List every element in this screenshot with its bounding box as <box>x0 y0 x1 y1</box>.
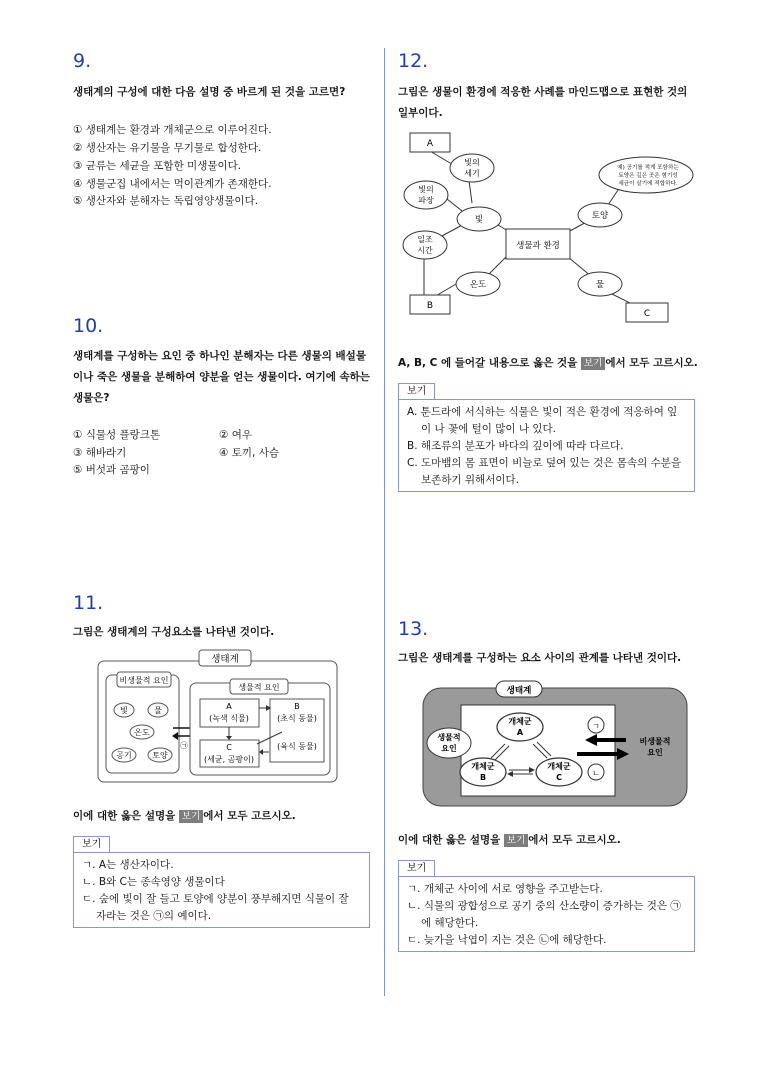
population-c: 개체군 <box>547 762 571 771</box>
question-10-stem <box>73 346 373 409</box>
question-11-stem: 그림은 생태계의 구성요소를 나타낸 것이다. <box>73 626 275 638</box>
diagram-title: 생태계 <box>211 654 239 665</box>
question-13-stem: 그림은 생태계를 구성하는 요소 사이의 관계를 나타낸 것이다. <box>398 652 682 664</box>
question-12-stem <box>398 82 698 124</box>
mindmap-box-c: C <box>643 309 651 319</box>
option[interactable]: ③ 해바라기 <box>73 447 127 459</box>
mindmap-diagram <box>400 127 700 327</box>
bogi-item[interactable]: A. 툰드라에 서식하는 식물은 빛이 적은 환경에 적응하여 잎이 나 꽃에 털이 많이 나 있다. <box>407 406 678 435</box>
question-11-prompt <box>73 806 296 827</box>
population-c: C <box>556 773 562 782</box>
stem-line: 생태계를 구성하는 요인 중 하나인 분해자는 다른 생물의 배설물 <box>73 350 366 362</box>
mindmap-light-intensity: 세기 <box>464 169 480 178</box>
bogi-inline-tag: 보기 <box>581 357 605 370</box>
bogi-tab: 보기 <box>73 836 110 853</box>
bogi-item[interactable]: ㄱ. A는 생산자이다. <box>82 859 174 871</box>
population-b: B <box>479 773 487 782</box>
mindmap-center: 생물과 환경 <box>516 241 560 251</box>
mindmap-light: 빛 <box>474 215 484 225</box>
biotic-factor-label: 생물적 요인 <box>238 683 280 692</box>
mindmap-water: 물 <box>595 280 605 290</box>
diagram-title: 생태계 <box>506 686 532 696</box>
abiotic-soil: 토양 <box>152 751 168 760</box>
option[interactable]: ① 식물성 플랑크톤 <box>73 429 161 441</box>
bogi-box <box>398 399 695 492</box>
option[interactable]: ② 여우 <box>219 429 253 441</box>
stem-line: 그림은 생물이 환경에 적응한 사례를 마인드맵으로 표현한 것의 <box>398 86 688 98</box>
mindmap-wavelength: 파장 <box>418 196 434 205</box>
bogi-tab: 보기 <box>398 383 435 400</box>
ecosystem-components-diagram <box>97 648 339 785</box>
abiotic-light: 빛 <box>120 706 128 715</box>
bogi-box <box>398 876 695 952</box>
bogi-item[interactable]: ㄴ. 식물의 광합성으로 공기 중의 산소량이 증가하는 것은 ㉠ 에 해당한다. <box>407 900 681 929</box>
mindmap-cloud-text: 토양은 깊은 곳은 혐기성 <box>618 173 678 179</box>
population-a: 개체군 <box>508 717 532 726</box>
bogi-item[interactable]: ㄷ. 늦가을 낙엽이 지는 것은 ㉡에 해당한다. <box>407 934 607 946</box>
bogi-tab: 보기 <box>398 860 435 877</box>
prompt-text: 에서 모두 고르시오. <box>605 357 698 369</box>
bogi-item[interactable]: ㄷ. 숲에 빛이 잘 들고 토양에 양분이 풍부해지면 식물이 잘 자라는 것은 ㉠의 예이다. <box>82 893 349 922</box>
prompt-text: 에서 모두 고르시오. <box>528 834 621 846</box>
mindmap-soil: 토양 <box>591 211 609 221</box>
node-a-sub: (녹색 식물) <box>209 714 249 723</box>
option[interactable]: ⑤ 버섯과 곰팡이 <box>73 464 150 476</box>
arrow-mark: ㉠ <box>180 741 188 750</box>
bogi-item[interactable]: ㄴ. B와 C는 종속영양 생물이다 <box>82 876 225 888</box>
column-divider <box>384 48 385 996</box>
mindmap-daylength: 시간 <box>417 246 433 255</box>
node-a-label: A <box>226 702 232 711</box>
bogi-item[interactable]: ㄱ. 개체군 사이에 서로 영향을 주고받는다. <box>407 883 603 895</box>
prompt-text: A, B, C 에 들어갈 내용으로 옳은 것을 <box>398 357 578 369</box>
mindmap-cloud-text: 세균이 살기에 적합하다. <box>618 181 678 187</box>
biotic-label: 생물적 <box>437 733 461 742</box>
stem-line: 일부이다. <box>398 107 443 119</box>
bogi-item[interactable]: B. 해조류의 분포가 바다의 깊이에 따라 다르다. <box>407 440 624 452</box>
abiotic-air: 공기 <box>116 751 132 760</box>
bogi-box <box>73 852 370 928</box>
abiotic-label: 요인 <box>647 748 663 757</box>
question-12-prompt <box>398 353 698 374</box>
population-b: 개체군 <box>471 762 495 771</box>
prompt-text: 에서 모두 고르시오. <box>203 810 296 822</box>
mindmap-box-b: B <box>426 301 434 311</box>
mindmap-cloud-text: 예) 공기를 적게 포함하는 <box>617 165 679 171</box>
stem-line: 이나 죽은 생물을 분해하여 양분을 얻는 생물이다. 여기에 속하는 <box>73 371 370 383</box>
question-12-number: 12. <box>398 50 429 72</box>
bogi-inline-tag: 보기 <box>179 810 203 823</box>
question-9-number: 9. <box>73 50 92 72</box>
abiotic-label: 비생물적 <box>639 737 671 746</box>
mark-2: ㄴ <box>592 769 600 778</box>
stem-line: 생물은? <box>73 392 110 404</box>
node-c-sub: (세균, 곰팡이) <box>204 755 254 764</box>
prompt-text: 이에 대한 옳은 설명을 <box>73 810 176 822</box>
abiotic-factor-label: 비생물적 요인 <box>119 676 169 685</box>
ecosystem-relation-diagram <box>421 680 691 808</box>
mindmap-wavelength: 빛의 <box>418 185 434 194</box>
biotic-label: 요인 <box>441 744 457 753</box>
prompt-text: 이에 대한 옳은 설명을 <box>398 834 501 846</box>
node-b-sub: (초식 동물) <box>277 714 317 723</box>
question-9-stem: 생태계의 구성에 대한 다음 설명 중 바르게 된 것을 고르면? <box>73 86 346 98</box>
option[interactable]: ② 생산자는 유기물을 무기물로 합성한다. <box>73 142 262 154</box>
node-c-label: C <box>226 743 232 752</box>
mark-1: ㄱ <box>592 722 600 731</box>
question-10-number: 10. <box>73 315 104 337</box>
option[interactable]: ⑤ 생산자와 분해자는 독립영양생물이다. <box>73 195 259 207</box>
option[interactable]: ④ 토끼, 사슴 <box>219 447 279 459</box>
question-13-number: 13. <box>398 618 429 640</box>
abiotic-temperature: 온도 <box>134 728 150 737</box>
option[interactable]: ④ 생물군집 내에서는 먹이관계가 존재한다. <box>73 178 272 190</box>
population-a: A <box>516 728 524 737</box>
option[interactable]: ① 생태계는 환경과 개체군으로 이루어진다. <box>73 124 272 136</box>
mindmap-temperature: 온도 <box>469 280 487 290</box>
abiotic-water: 물 <box>154 706 162 715</box>
mindmap-light-intensity: 빛의 <box>464 158 480 167</box>
option[interactable]: ③ 균류는 세균을 포함한 미생물이다. <box>73 160 242 172</box>
question-11-number: 11. <box>73 592 104 614</box>
mindmap-daylength: 일조 <box>417 235 433 244</box>
question-13-prompt <box>398 830 621 851</box>
bogi-item[interactable]: C. 도마뱀의 몸 표면이 비늘로 덮여 있는 것은 몸속의 수분을 보존하기 위해서이다. <box>407 457 681 486</box>
carnivore-label: (육식 동물) <box>277 742 317 751</box>
node-b-label: B <box>294 702 300 711</box>
bogi-inline-tag: 보기 <box>504 834 528 847</box>
mindmap-box-a: A <box>426 139 434 149</box>
